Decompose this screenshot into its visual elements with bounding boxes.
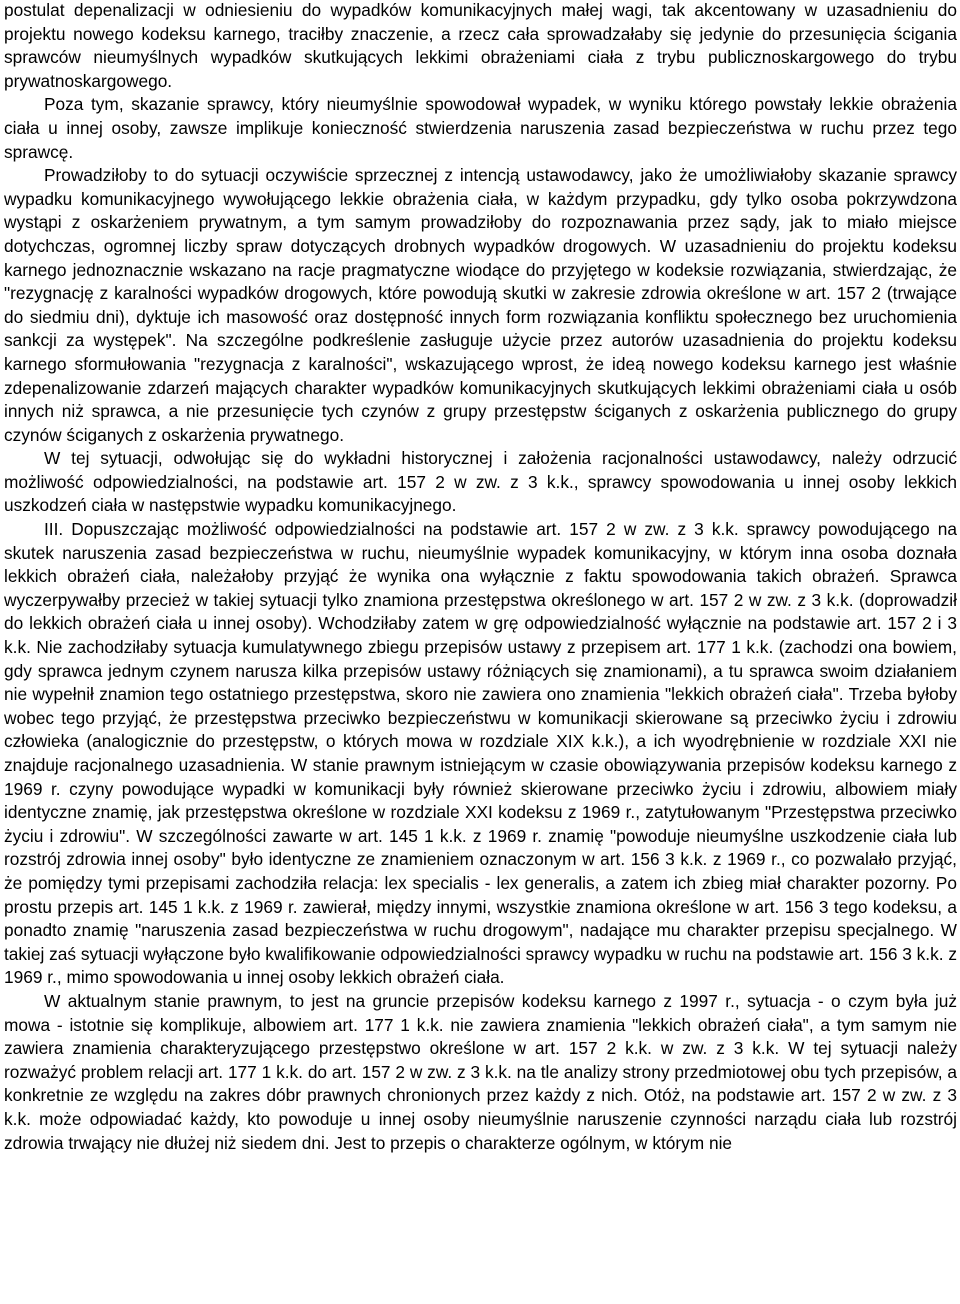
paragraph-continuation: postulat depenalizacji w odniesieniu do wypadków komunikacyjnych małej wagi, tak akcentowany w uzasadnieniu do projektu nowego kodeksu karnego, traciłby znaczenie, a rzecz cała sprowadzałaby się jedynie do przesunięcia ścigania sprawców nieumyślnych wypadków skutkujących lekkimi obrażeniami ciała z trybu publicznoskargowego do trybu prywatnoskargowego. <box>4 0 957 91</box>
paragraph-safety-violation: Poza tym, skazanie sprawcy, który nieumyślnie spowodował wypadek, w wyniku którego powstały lekkie obrażenia ciała u innej osoby, zawsze implikuje konieczność stwierdzenia naruszenia zasad bezpieczeństwa w ruchu przez tego sprawcę. <box>4 94 957 162</box>
document-body <box>4 0 957 1155</box>
paragraph-historical-interpretation: W tej sytuacji, odwołując się do wykładni historycznej i założenia racjonalności ustawodawcy, należy odrzucić możliwość odpowiedzialności, na podstawie art. 157 2 w zw. z 3 k.k., sprawcy spowodowania u innej osoby lekkich uszkodzeń ciała w następstwie wypadku komunikacyjnego. <box>4 448 957 516</box>
paragraph-legislative-intent: Prowadziłoby to do sytuacji oczywiście sprzecznej z intencją ustawodawcy, jako że umożliwiałoby skazanie sprawcy wypadku komunikacyjnego wywołującego lekkie obrażenia ciała, w każdym przypadku, gdy tylko osoba pokrzywdzona wystąpi z oskarżeniem prywatnym, a tym samym prowadziłoby do rozpoznawania przez sądy, jak to miało miejsce dotychczas, ogromnej liczby spraw dotyczących drobnych wypadków drogowych. W uzasadnieniu do projektu kodeksu karnego jednoznacznie wskazano na racje pragmatyczne wiodące do przyjętego w kodeksie rozwiązania, stwierdzając, że "rezygnację z karalności wypadków drogowych, które powodują skutki w zakresie zdrowia określone w art. 157 2 (trwające do siedmiu dni), dyktuje ich masowość oraz dostępność innych form rozwiązania konfliktu społecznego bez uruchomienia sankcji za występek". Na szczególne podkreślenie zasługuje użycie przez autorów uzasadnienia do projektu kodeksu karnego sformułowania "rezygnacja z karalności", wskazującego wprost, że ideą nowego kodeksu karnego jest właśnie zdepenalizowanie zdarzeń mających charakter wypadków komunikacyjnych skutkujących lekkimi obrażeniami ciała u osób innych niż sprawca, a nie przesunięcie tych czynów z grupy przestępstw ściganych z oskarżenia publicznego do grupy czynów ściganych z oskarżenia prywatnego. <box>4 165 957 445</box>
paragraph-section-iii: III. Dopuszczając możliwość odpowiedzialności na podstawie art. 157 2 w zw. z 3 k.k. sprawcy powodującego na skutek naruszenia zasad bezpieczeństwa w ruchu, nieumyślnie wypadek komunikacyjny, w którym inna osoba doznała lekkich obrażeń ciała, należałoby przyjąć że wynika ona wyłącznie z faktu spowodowania takich obrażeń. Sprawca wyczerpywałby przecież w takiej sytuacji tylko znamiona przestępstwa określonego w art. 157 2 w zw. z 3 k.k. (doprowadził do lekkich obrażeń ciała u innej osoby). Wchodziłaby zatem w grę odpowiedzialność wyłącznie na podstawie art. 157 2 i 3 k.k. Nie zachodziłaby sytuacja kumulatywnego zbiegu przepisów ustawy z przepisem art. 177 1 k.k. (zachodzi ona bowiem, gdy sprawca jednym czynem narusza kilka przepisów ustawy różniących się znamionami), a tu sprawca swoim działaniem nie wypełnił znamion tego ostatniego przestępstwa, skoro nie zawiera ono znamienia "lekkich obrażeń ciała". Trzeba byłoby wobec tego przyjąć, że przestępstwa przeciwko bezpieczeństwu w komunikacji skierowane są przeciwko życiu i zdrowiu człowieka (analogicznie do przestępstw, o których mowa w rozdziale XIX k.k.), a ich wyodrębnienie w rozdziale XXI nie znajduje racjonalnego uzasadnienia. W stanie prawnym istniejącym w czasie obowiązywania przepisów kodeksu karnego z 1969 r. czyny powodujące wypadki w komunikacji były również skierowane przeciwko życiu i zdrowiu, albowiem miały identyczne znamię, jak przestępstwa określone w rozdziale XXI kodeksu z 1969 r., zatytułowanym "Przestępstwa przeciwko życiu i zdrowiu". W szczególności zawarte w art. 145 1 k.k. z 1969 r. znamię "powoduje nieumyślne uszkodzenie ciała lub rozstrój zdrowia innej osoby" było identyczne ze znamieniem oznaczonym w art. 156 3 k.k. z 1969 r., co pozwalało przyjąć, że pomiędzy tymi przepisami zachodziła relacja: lex specialis - lex generalis, a zatem ich zbieg miał charakter pozorny. Po prostu przepis art. 145 1 k.k. z 1969 r. zawierał, między innymi, wszystkie znamiona określone w art. 156 3 tego kodeksu, a ponadto znamię "naruszenia zasad bezpieczeństwa w ruchu drogowym", nadające mu charakter przepisu specjalnego. W takiej zaś sytuacji wyłączone było kwalifikowanie odpowiedzialności sprawcy wypadku w ruchu na podstawie art. 156 3 k.k. z 1969 r., mimo spowodowania u innej osoby lekkich obrażeń ciała. <box>4 519 957 988</box>
paragraph-current-law: W aktualnym stanie prawnym, to jest na gruncie przepisów kodeksu karnego z 1997 r., sytuacja - o czym była już mowa - istotnie się komplikuje, albowiem art. 177 1 k.k. nie zawiera znamienia "lekkich obrażeń ciała", a tym samym nie zawiera znamienia charakteryzującego przestępstwo określone w art. 157 2 k.k. w zw. z 3 k.k. W tej sytuacji należy rozważyć problem relacji art. 177 1 k.k. do art. 157 2 w zw. z 3 k.k. na tle analizy strony przedmiotowej obu tych przepisów, a konkretnie ze względu na zakres dóbr prawnych chronionych przez każdy z nich. Otóż, na podstawie art. 157 2 w zw. z 3 k.k. może odpowiadać każdy, kto powoduje u innej osoby nieumyślnie naruszenie czynności narządu ciała lub rozstrój zdrowia trwający nie dłużej niż siedem dni. Jest to przepis o charakterze ogólnym, w którym nie <box>4 990 957 1153</box>
